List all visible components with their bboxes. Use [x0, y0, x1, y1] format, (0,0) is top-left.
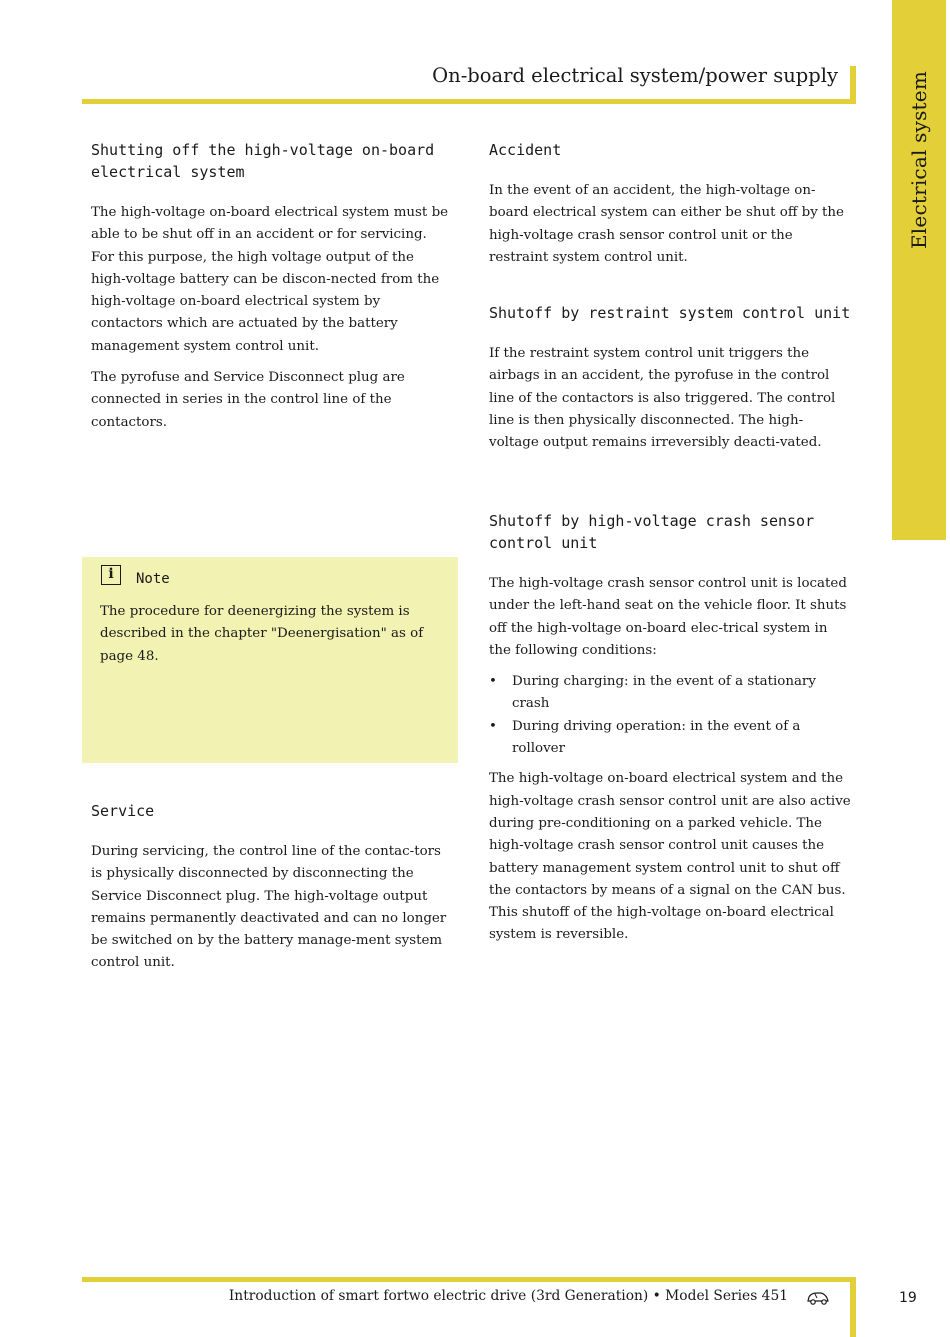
note-label: Note: [136, 571, 170, 587]
paragraph: The high-voltage on-board electrical system must be able to be shut off in an accident or for servicing. For this purpose, the high voltage output of the high-voltage battery can be discon-nected from the high-voltage on-board electrical system by contactors which are actuated by the battery management system control unit.: [91, 205, 449, 354]
bullet: •: [489, 718, 497, 734]
section-heading-restraint: Shutoff by restraint system control unit: [489, 304, 851, 322]
header-rule-tick: [850, 66, 856, 104]
service-section: [91, 800, 451, 975]
list-item: [489, 716, 851, 761]
paragraph: The high-voltage crash sensor control unit is located under the left-hand seat on the vehicle floor. It shuts off the high-voltage on-board elec-trical system in the following conditions:: [489, 576, 847, 658]
side-tab: [892, 0, 946, 540]
restraint-section: [489, 302, 851, 454]
paragraph: The high-voltage on-board electrical system and the high-voltage crash sensor control unit are also active during pre-conditioning on a parked vehicle. The high-voltage crash sensor control unit causes the battery management system control unit to shut off the contactors by means of a signal on the CAN bus. This shutoff of the high-voltage on-board electrical system is reversible.: [489, 771, 851, 943]
paragraph: In the event of an accident, the high-voltage on-board electrical system can either be shut off by the high-voltage crash sensor control unit or the restraint system control unit.: [489, 183, 844, 265]
header-rule: [82, 99, 856, 104]
crash-sensor-section: [489, 510, 851, 947]
info-icon: i: [101, 565, 121, 585]
footer-rule-tick: [850, 1277, 856, 1337]
side-tab-label: Electrical system: [907, 71, 931, 249]
list-item-text: During charging: in the event of a stationary crash: [512, 674, 816, 712]
note-text: The procedure for deenergizing the system is described in the chapter "Deenergisation" as of page 48.: [100, 604, 424, 664]
section-heading-service: Service: [91, 802, 155, 820]
section-heading-shutting-off: Shutting off the high-voltage on-board electrical system: [91, 141, 435, 181]
section-heading-crash-sensor: Shutoff by high-voltage crash sensor control unit: [489, 512, 815, 552]
paragraph: The pyrofuse and Service Disconnect plug are connected in series in the control line of the contactors.: [91, 370, 405, 430]
page-title: On-board electrical system/power supply: [432, 64, 838, 87]
list-item: [489, 671, 851, 716]
list-item-text: During driving operation: in the event of a rollover: [512, 718, 801, 757]
bullet: •: [489, 674, 497, 690]
note-box: [82, 557, 458, 763]
footer-text: Introduction of smart fortwo electric drive (3rd Generation) • Model Series 451: [228, 1288, 788, 1304]
accident-section: [489, 139, 851, 269]
left-column: [91, 139, 451, 434]
paragraph: If the restraint system control unit triggers the airbags in an accident, the pyrofuse in the control line of the contactors is also triggered. The control line is then physically disconnected. The high-voltage output remains irreversibly deacti-vated.: [489, 346, 836, 451]
condition-list: [489, 671, 851, 760]
page-number: 19: [899, 1290, 917, 1306]
footer-rule: [82, 1277, 856, 1282]
section-heading-accident: Accident: [489, 141, 562, 159]
car-icon: [806, 1290, 830, 1306]
paragraph: During servicing, the control line of the contac-tors is physically disconnected by disconnecting the Service Disconnect plug. The high-voltage output remains permanently deactivated and can no longer be switched on by the battery manage-ment system control unit.: [91, 844, 447, 971]
